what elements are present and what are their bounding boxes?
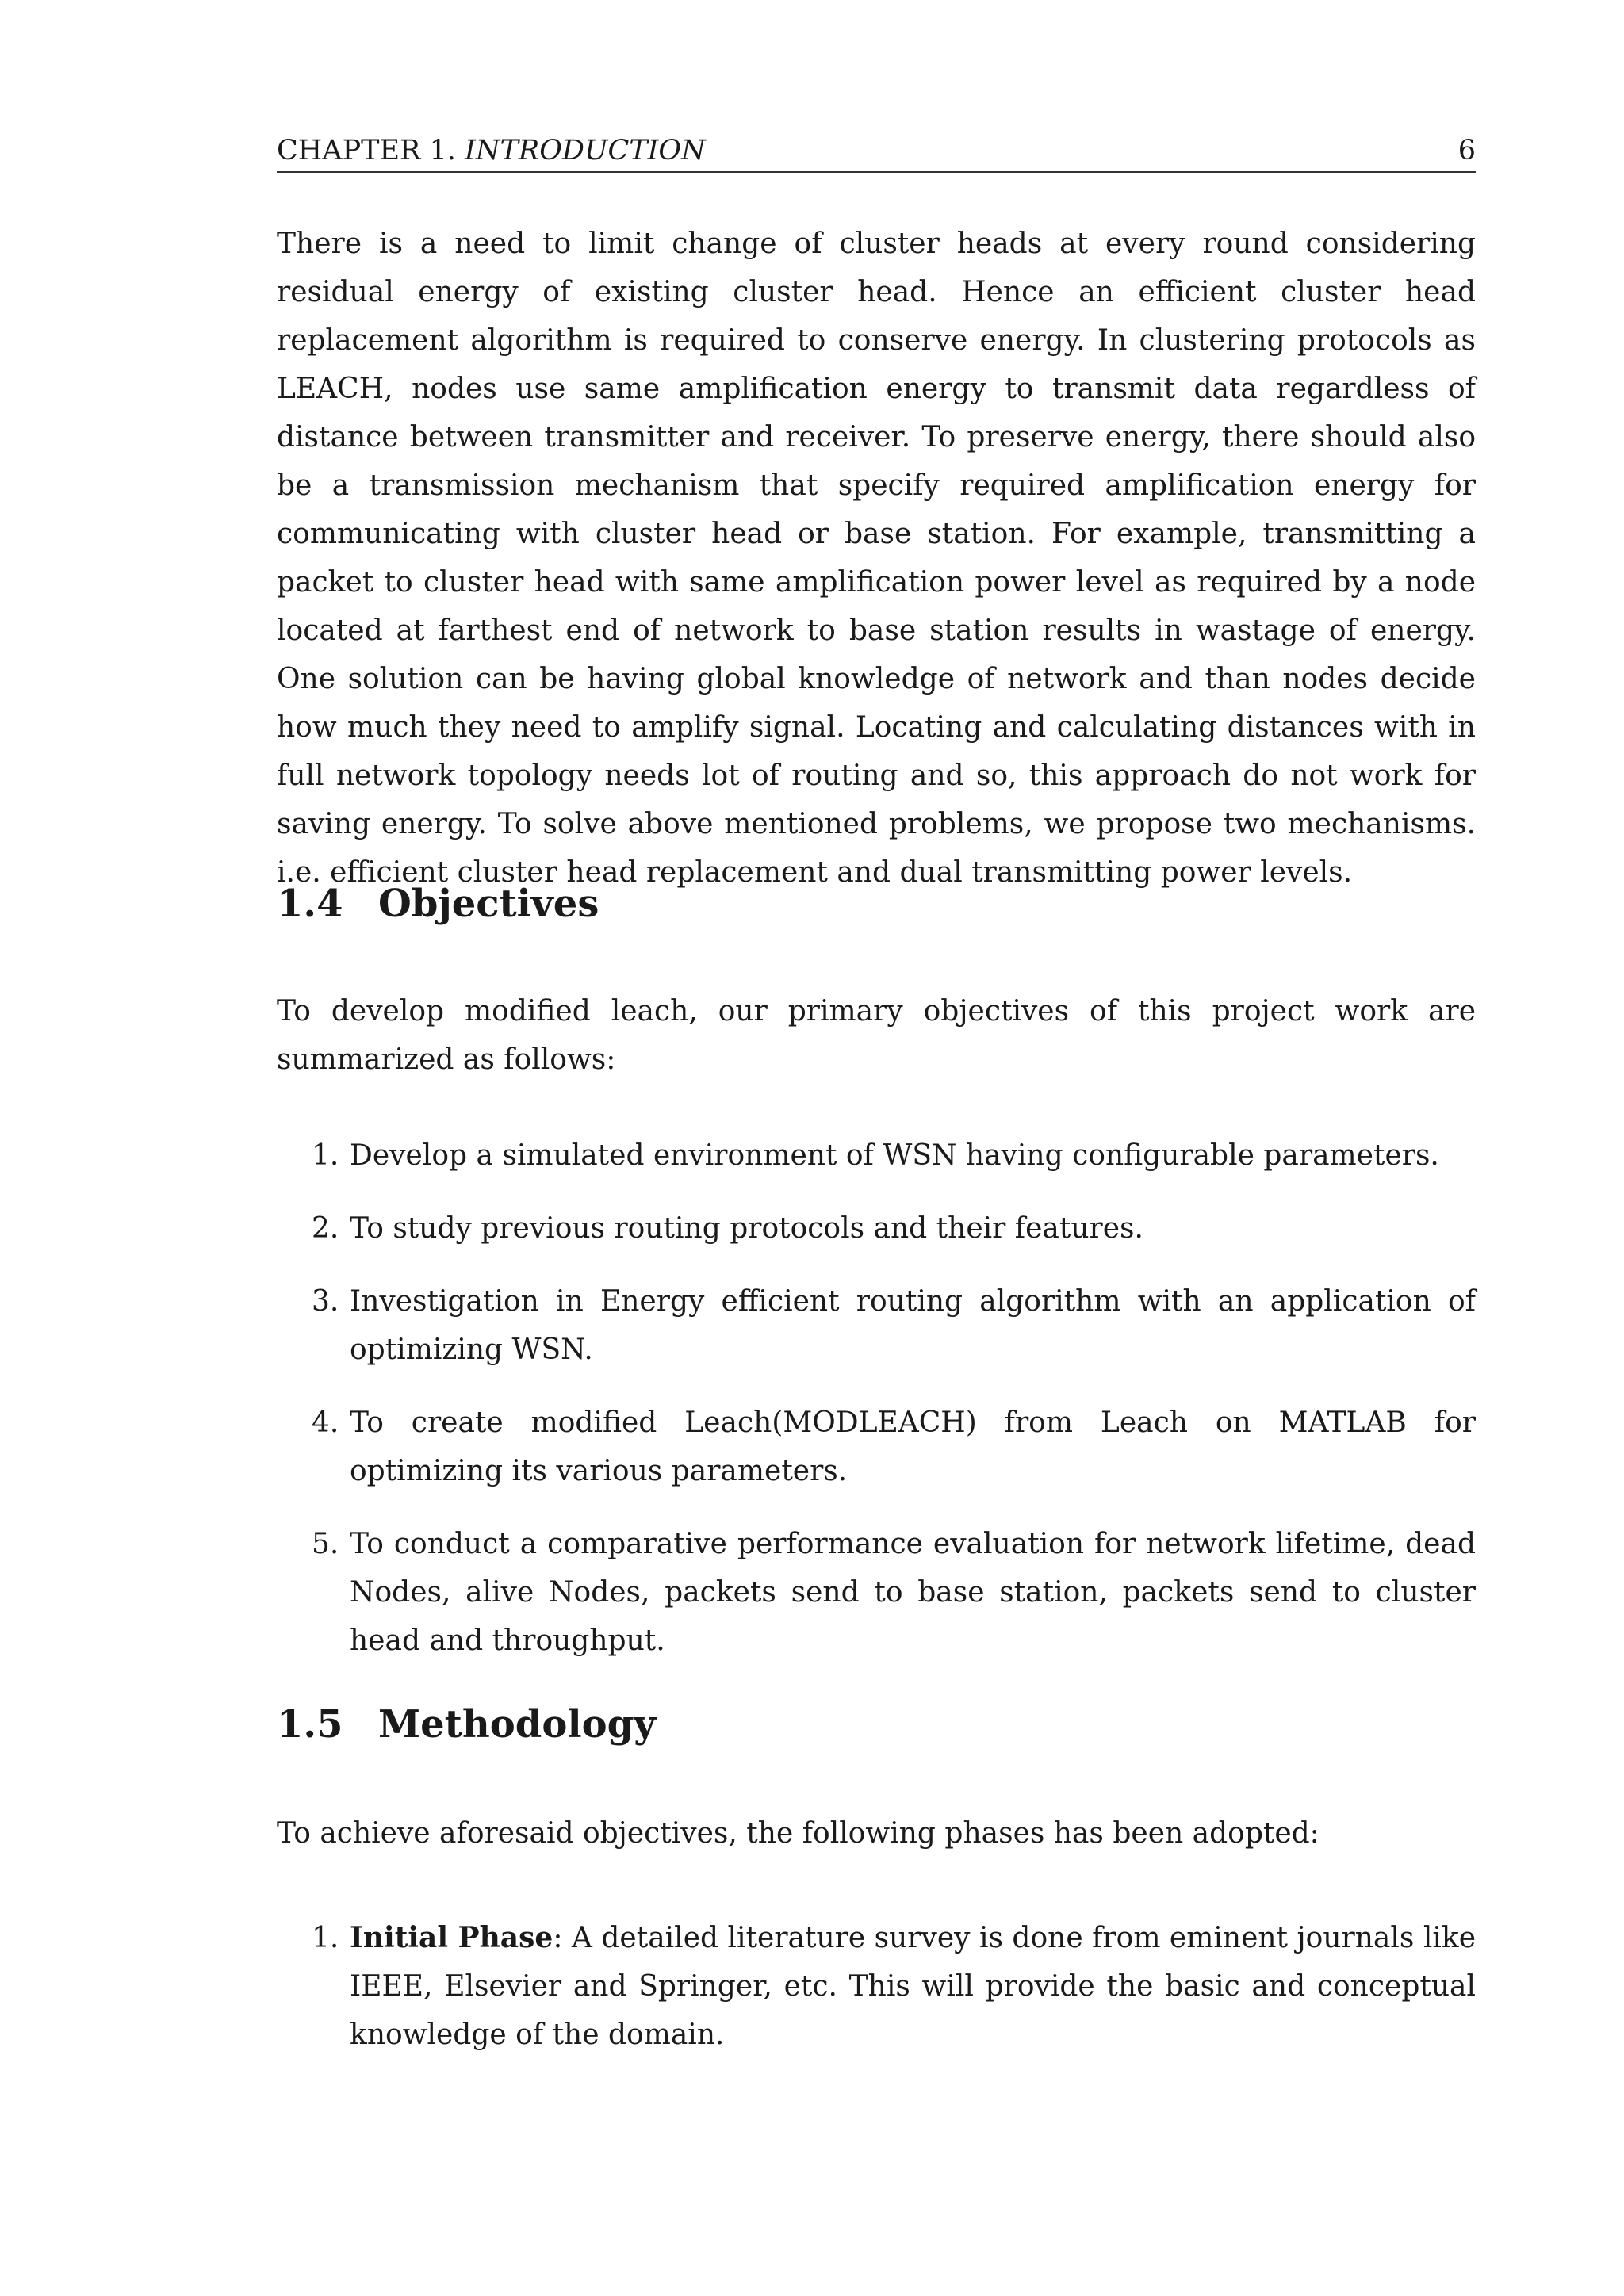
list-item-text: To create modified Leach(MODLEACH) from Leach on MATLAB for optimizing its various parameters. bbox=[350, 1406, 1476, 1487]
section-heading-methodology bbox=[277, 1701, 656, 1748]
objectives-intro: To develop modified leach, our primary objectives of this project work are summarized as follows: bbox=[277, 995, 1476, 1076]
list-item bbox=[277, 1399, 1476, 1495]
list-item bbox=[277, 1131, 1476, 1180]
list-marker: 1. bbox=[312, 1139, 339, 1172]
list-item bbox=[277, 1520, 1476, 1665]
running-header bbox=[277, 133, 1476, 173]
section-number: 1.5 bbox=[277, 1702, 343, 1747]
list-marker: 3. bbox=[312, 1285, 339, 1318]
list-item bbox=[277, 1204, 1476, 1253]
objectives-list bbox=[277, 1131, 1476, 1689]
list-item bbox=[277, 1914, 1476, 2059]
list-marker: 1. bbox=[312, 1922, 339, 1954]
list-marker: 2. bbox=[312, 1212, 339, 1245]
phase-label: Initial Phase bbox=[350, 1921, 553, 1954]
list-item-text: To conduct a comparative performance evaluation for network lifetime, dead Nodes, alive Nodes, packets send to base station, packets send to cluster head and throughput. bbox=[350, 1528, 1476, 1657]
methodology-intro: To achieve aforesaid objectives, the following phases has been adopted: bbox=[277, 1817, 1320, 1850]
list-item bbox=[277, 1277, 1476, 1374]
list-item-text: : A detailed literature survey is done from eminent journals like IEEE, Elsevier and Springer, etc. This will provide the basic and conceptual knowledge of the domain. bbox=[350, 1922, 1476, 2051]
section-title: Methodology bbox=[378, 1702, 657, 1747]
chapter-prefix: CHAPTER 1. bbox=[277, 135, 456, 166]
list-marker: 4. bbox=[312, 1406, 339, 1439]
list-item-text: Develop a simulated environment of WSN having configurable parameters. bbox=[350, 1139, 1439, 1172]
list-item-text: Investigation in Energy efficient routing algorithm with an application of optimizing WSN. bbox=[350, 1285, 1476, 1366]
list-item-text: To study previous routing protocols and their features. bbox=[350, 1212, 1143, 1245]
section-heading-objectives bbox=[277, 880, 599, 928]
list-marker: 5. bbox=[312, 1528, 339, 1560]
methodology-list bbox=[277, 1914, 1476, 2059]
section-number: 1.4 bbox=[277, 882, 343, 926]
intro-paragraph: There is a need to limit change of cluster heads at every round considering residual energy of existing cluster head. Hence an efficient cluster head replacement algorithm is required to conserve energy. In clustering protocols as LEACH, nodes use same amplification energy to transmit data regardless of distance between transmitter and receiver. To preserve energy, there should also be a transmission mechanism that specify required amplification energy for communicating with cluster head or base station. For example, transmitting a packet to cluster head with same amplification power level as required by a node located at farthest end of network to base station results in wastage of energy. One solution can be having global knowledge of network and than nodes decide how much they need to amplify signal. Locating and calculating distances with in full network topology needs lot of routing and so, this approach do not work for saving energy. To solve above mentioned problems, we propose two mechanisms. i.e. efficient cluster head replacement and dual transmitting power levels. bbox=[277, 228, 1476, 889]
page-number: 6 bbox=[1457, 135, 1476, 166]
section-title: Objectives bbox=[378, 882, 599, 926]
chapter-label bbox=[277, 133, 706, 168]
chapter-title: INTRODUCTION bbox=[465, 135, 706, 166]
